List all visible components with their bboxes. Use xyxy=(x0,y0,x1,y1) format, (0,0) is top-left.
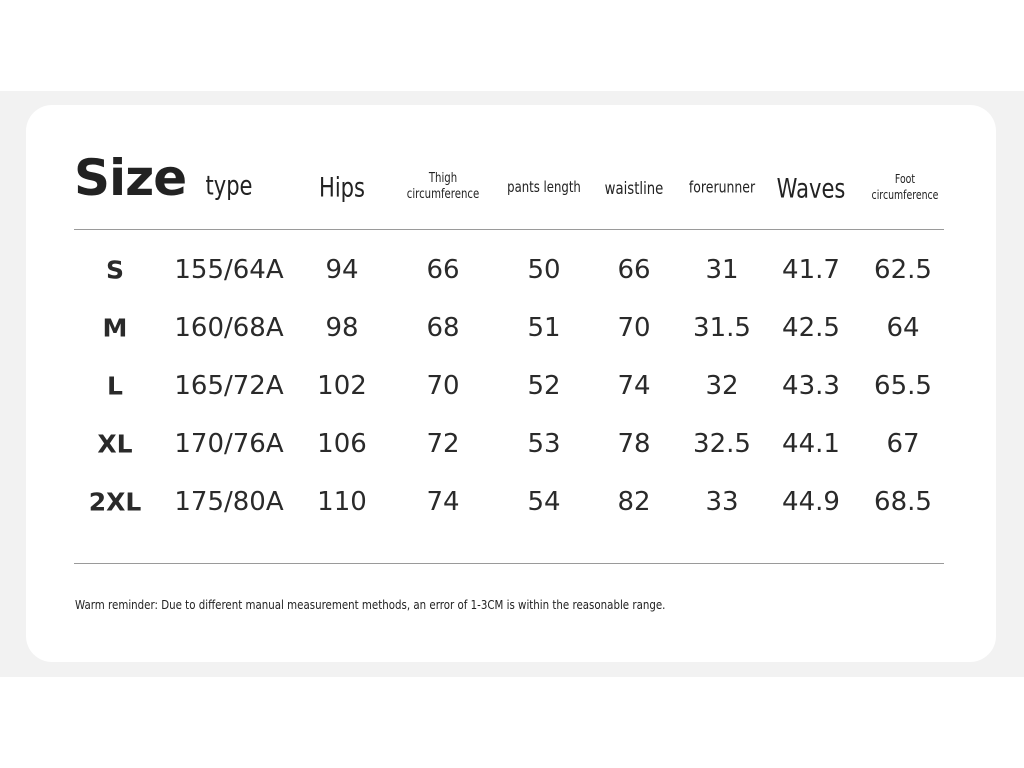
table-cell: 106 xyxy=(317,429,367,459)
table-cell: 44.1 xyxy=(782,429,840,459)
table-cell: 66 xyxy=(617,255,651,285)
table-cell: 155/64A xyxy=(174,255,284,285)
table-cell: 32.5 xyxy=(693,429,751,459)
table-cell: 31 xyxy=(705,255,739,285)
table-cell: 74 xyxy=(617,371,651,401)
table-cell: 32 xyxy=(705,371,739,401)
table-cell: 68 xyxy=(426,313,460,343)
table-cell: 52 xyxy=(527,371,561,401)
table-cell: 170/76A xyxy=(174,429,284,459)
header-divider xyxy=(74,229,944,230)
table-cell: 160/68A xyxy=(174,313,284,343)
table-cell: 102 xyxy=(317,371,367,401)
table-cell: 72 xyxy=(426,429,460,459)
size-label: M xyxy=(102,313,128,343)
table-cell: 43.3 xyxy=(782,371,840,401)
header-waistline: waistline xyxy=(604,179,664,199)
size-label: XL xyxy=(97,429,133,459)
table-cell: 50 xyxy=(527,255,561,285)
table-cell: 65.5 xyxy=(874,371,932,401)
footer-divider xyxy=(74,563,944,564)
header-forerunner: forerunner xyxy=(688,177,756,197)
size-label: 2XL xyxy=(88,487,142,517)
table-cell: 70 xyxy=(426,371,460,401)
header-hips: Hips xyxy=(318,172,366,204)
table-cell: 51 xyxy=(527,313,561,343)
table-cell: 66 xyxy=(426,255,460,285)
header-waves: Waves xyxy=(776,173,846,205)
table-cell: 33 xyxy=(705,487,739,517)
table-cell: 54 xyxy=(527,487,561,517)
table-cell: 64 xyxy=(886,313,920,343)
table-cell: 175/80A xyxy=(174,487,284,517)
header-pants-length: pants length xyxy=(507,178,581,196)
table-cell: 31.5 xyxy=(693,313,751,343)
header-thigh-circumference: Thigh circumference xyxy=(406,171,480,202)
table-cell: 70 xyxy=(617,313,651,343)
table-cell: 82 xyxy=(617,487,651,517)
table-cell: 98 xyxy=(325,313,359,343)
table-cell: 110 xyxy=(317,487,367,517)
table-cell: 68.5 xyxy=(874,487,932,517)
table-cell: 42.5 xyxy=(782,313,840,343)
size-label: S xyxy=(105,255,125,285)
table-cell: 67 xyxy=(886,429,920,459)
page-title: Size xyxy=(74,149,187,207)
size-label: L xyxy=(107,371,123,401)
table-cell: 53 xyxy=(527,429,561,459)
table-cell: 62.5 xyxy=(874,255,932,285)
table-cell: 78 xyxy=(617,429,651,459)
table-cell: 94 xyxy=(325,255,359,285)
table-cell: 165/72A xyxy=(174,371,284,401)
header-foot-circumference: Foot circumference xyxy=(871,172,939,202)
table-cell: 41.7 xyxy=(782,255,840,285)
table-cell: 44.9 xyxy=(782,487,840,517)
header-type: type xyxy=(205,170,253,202)
table-cell: 74 xyxy=(426,487,460,517)
warm-reminder-note: Warm reminder: Due to different manual measurement methods, an error of 1-3CM is within the reasonable range. xyxy=(75,597,666,612)
